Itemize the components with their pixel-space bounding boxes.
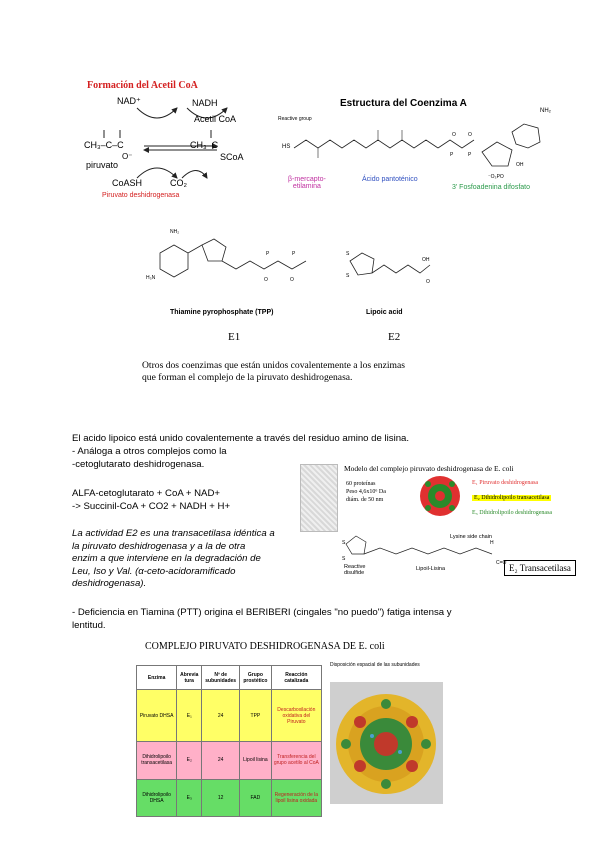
svg-text:H₃N: H₃N: [146, 275, 156, 281]
otros-line-2: que forman el complejo de la piruvato deshidrogenasa.: [142, 372, 353, 383]
lipoico-paragraph: El acido lipoico está unido covalentemente a través del residuo amino de lisina.: [72, 433, 410, 444]
e2-paragraph: [72, 528, 275, 591]
tpp-label: Thiamine pyrophosphate (TPP): [170, 309, 274, 316]
col-subunidades: Nº de subunidades: [202, 666, 240, 690]
complex-cube-model: [418, 474, 462, 518]
col-reaccion: Reacción catalizada: [271, 666, 321, 690]
piruvato-label: piruvato: [86, 160, 119, 170]
svg-text:O: O: [290, 277, 294, 283]
e2-line-2: la piruvato deshidrogenasa y a la de otra: [72, 540, 246, 552]
svg-text:S: S: [346, 273, 350, 279]
cetoglutarato-line: -cetoglutarato deshidrogenasa.: [72, 459, 205, 470]
spatial-subtitle: Disposición espacial de las subunidades: [330, 662, 420, 668]
svg-text:O: O: [452, 132, 456, 138]
micrograph: [300, 464, 338, 532]
lipoic-label: Lipoic acid: [366, 309, 403, 316]
reaction-line-2: -> Succinil-CoA + CO2 + NADH + H+: [72, 501, 231, 512]
beriberi-line-2: lentitud.: [72, 619, 106, 631]
svg-text:P: P: [468, 152, 472, 158]
table-row: Dihidrolipoilo DHSA E₃ 12 FAD Regeneración de la lipoil lisina oxidada: [137, 779, 322, 816]
nad-label: NAD⁺: [117, 96, 141, 106]
svg-text:P: P: [266, 251, 270, 257]
svg-text:O: O: [468, 132, 472, 138]
o-minus-label: O⁻: [122, 152, 133, 161]
otros-line-1: Otros dos coenzimas que están unidos covalentemente a los enzimas: [142, 360, 405, 371]
lipoamide-label: Lipoil-Lisina: [416, 566, 446, 572]
co2-label: CO₂: [170, 178, 187, 188]
beriberi-line-1: - Deficiencia en Tiamina (PTT) origina el BERIBERI (cingales "no puedo") fatiga intensa y: [72, 607, 452, 618]
svg-text:S: S: [342, 556, 346, 562]
col-abreviatura: Abrevia tura: [177, 666, 202, 690]
model-description: 60 proteínas Peso 4,6x10⁶ Da diám. de 50 nm: [346, 481, 386, 503]
otros-coenzimas-text: [142, 360, 405, 384]
nh2-label: NH₂: [540, 108, 551, 114]
col-grupo: Grupo prostético: [240, 666, 272, 690]
reactive-group-label: Reactive group: [278, 116, 312, 122]
complex-3d-panel: [328, 660, 445, 808]
complex-title: COMPLEJO PIRUVATO DESHIDROGENASA DE E. coli: [145, 641, 385, 652]
svg-text:P: P: [450, 152, 454, 158]
acetil-coa-title: Formación del Acetil CoA: [87, 80, 198, 91]
table-row: Dihidrolipoilo transacetilasa E₂ 24 Lipoil lisina Transferencia del grupo acetilo al CoA: [137, 742, 322, 779]
e2-line-3: enzim a que interviene en la degradación de: [72, 553, 261, 565]
svg-text:O: O: [264, 277, 268, 283]
acetil-coa-label: Acetil CoA: [194, 114, 237, 124]
acetyl-formula: CH₃–C: [190, 140, 219, 150]
svg-text:S: S: [342, 540, 346, 546]
hs-label: HS: [282, 144, 291, 150]
nadh-label: NADH: [192, 98, 218, 108]
legend-e1: E₁ Piruvato deshidrogenasa: [472, 480, 539, 486]
svg-text:NH₂: NH₂: [170, 229, 180, 235]
table-row: Piruvato DHSA E₁ 24 TPP Descarboxilación oxidativa del Piruvato: [137, 690, 322, 742]
reactive-disulfide-label: Reactive disulfide: [344, 564, 366, 576]
coenzyme-a-figure: [272, 92, 572, 202]
e1-label: E1: [228, 331, 241, 343]
e2-line-4: Leu, Iso y Val. (α-ceto-acidoramificado: [72, 565, 236, 577]
cofactor-structures: [140, 225, 440, 350]
coenzyme-a-title: Estructura del Coenzima A: [340, 98, 467, 109]
e2-label: E2: [388, 331, 401, 343]
svg-text:O: O: [426, 279, 430, 285]
col-enzima: Enzima: [137, 666, 177, 690]
fosfoadenina-label: 3' Fosfoadenina difosfato: [452, 184, 531, 191]
pantotenico-label: Ácido pantoténico: [362, 176, 418, 183]
coash-label: CoASH: [112, 178, 143, 188]
legend-e2: E₂ Dihidrolipoilo transacetilasa: [474, 495, 550, 501]
e2-transacetilasa-box: E₂ Transacetilasa: [504, 560, 576, 576]
mercapto-label: β-mercapto- etilamina: [288, 176, 326, 190]
complex-3d-image: [330, 682, 443, 804]
pyruvate-formula: CH₃–C–C: [84, 140, 124, 150]
legend-e3: E₃ Dihidrolipoilo deshidrogenasa: [472, 510, 553, 516]
svg-text:OH: OH: [516, 162, 524, 168]
svg-text:C=O: C=O: [496, 560, 507, 566]
analoga-line: - Análoga a otros complejos como la: [72, 446, 227, 457]
svg-text:OH: OH: [422, 257, 430, 263]
scoa-label: SCoA: [220, 152, 244, 162]
enzyme-label: Piruvato deshidrogenasa: [102, 192, 180, 199]
svg-text:H: H: [490, 540, 494, 546]
svg-text:⁻O₃PO: ⁻O₃PO: [488, 174, 504, 180]
enzyme-table: [136, 665, 322, 817]
beriberi-paragraph: [72, 607, 452, 632]
complex-model-figure: [300, 460, 585, 592]
lysine-label: Lysine side chain: [450, 534, 492, 540]
reaction-line-1: ALFA-cetoglutarato + CoA + NAD+: [72, 488, 220, 499]
svg-text:S: S: [346, 251, 350, 257]
svg-text:P: P: [292, 251, 296, 257]
e2-line-1: La actividad E2 es una transacetilasa idéntica a: [72, 528, 275, 539]
model-title: Modelo del complejo piruvato deshidrogenasa de E. coli: [344, 464, 514, 473]
e2-line-5: deshidrogenasa).: [72, 578, 147, 590]
